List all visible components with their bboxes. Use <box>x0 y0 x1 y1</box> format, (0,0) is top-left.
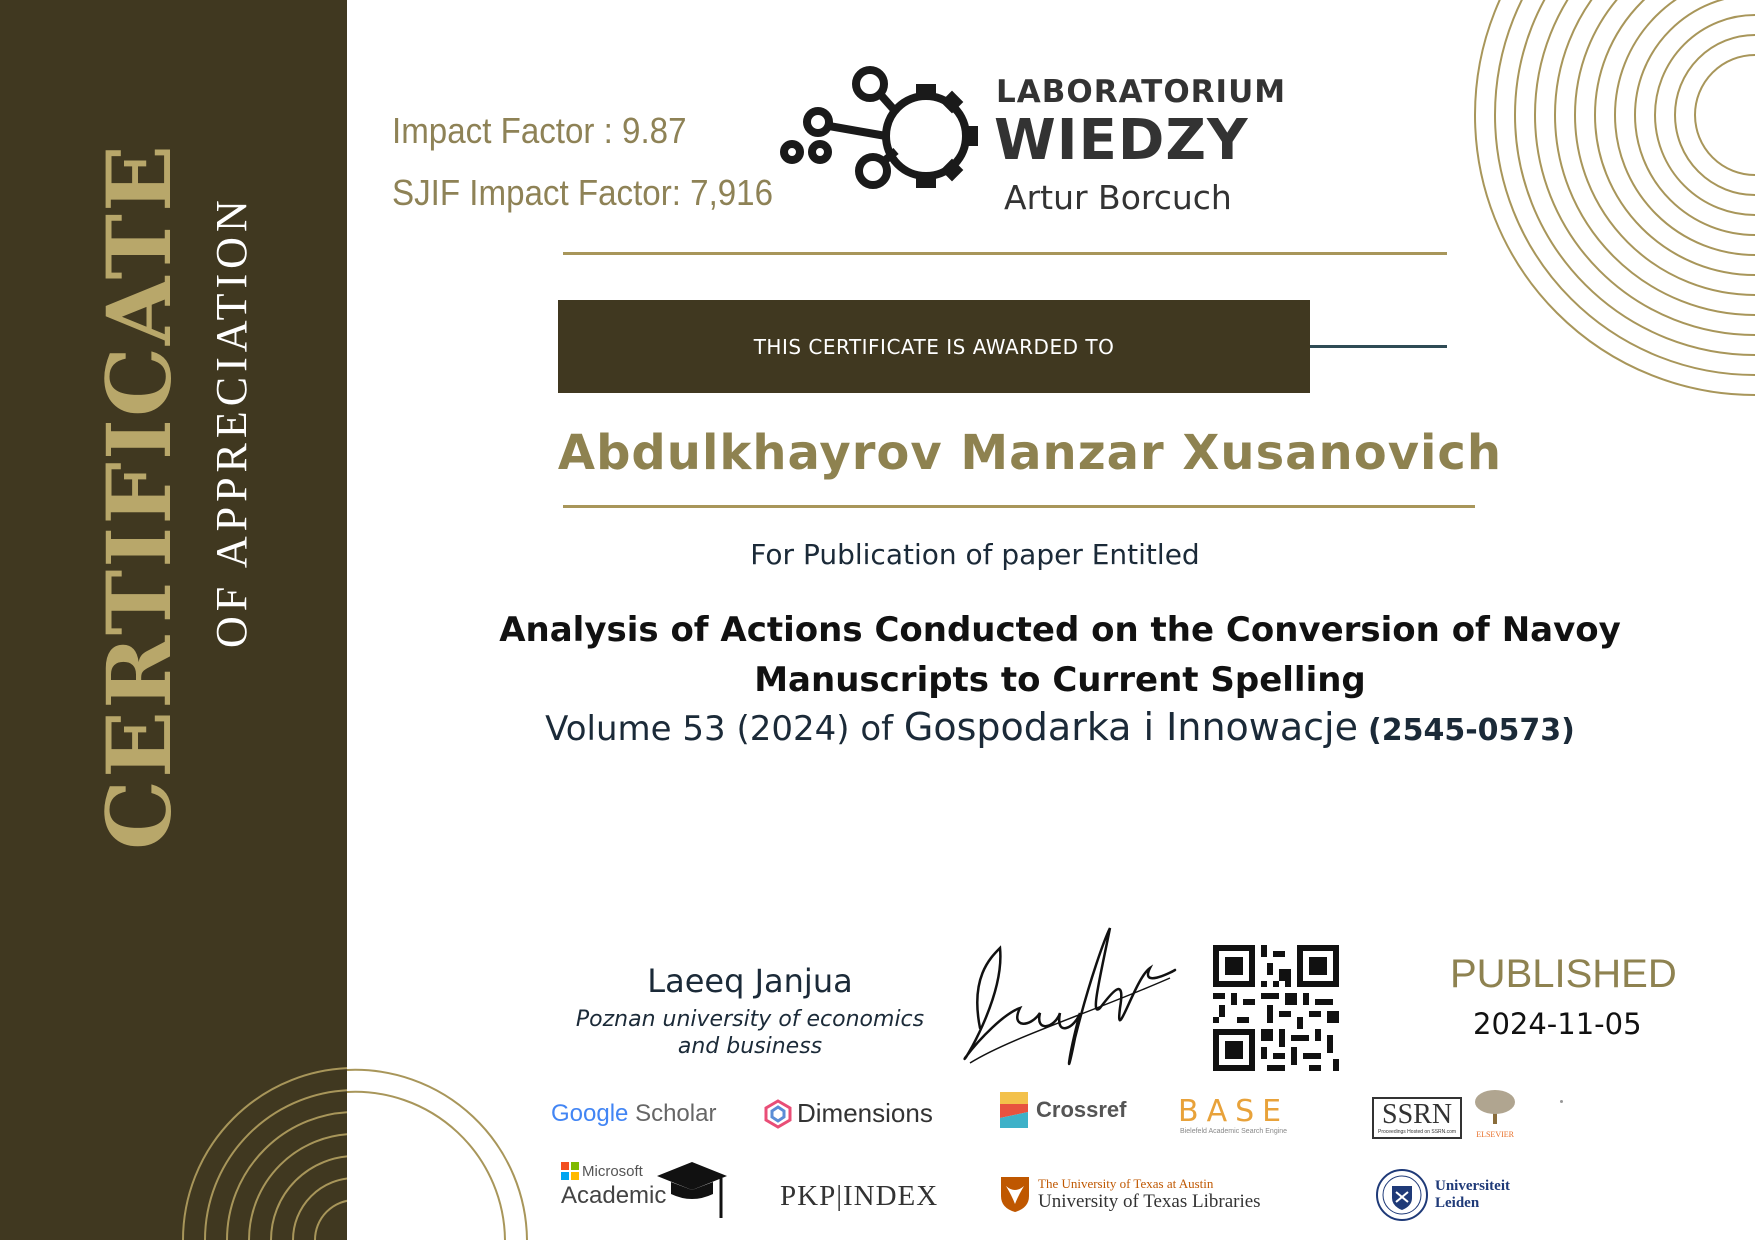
ssrn-box <box>1372 1097 1462 1139</box>
google-text: Google <box>551 1100 629 1127</box>
sjif-impact-factor: SJIF Impact Factor: 7,916 <box>392 172 774 213</box>
dimensions-icon <box>763 1099 793 1129</box>
leiden-text-1: Universiteit <box>1435 1178 1510 1194</box>
base-subtext: Bielefeld Academic Search Engine <box>1180 1128 1288 1135</box>
published-label: PUBLISHED <box>1450 952 1677 996</box>
elsevier-box <box>1470 1088 1520 1139</box>
ssrn-elsevier-logo[interactable] <box>1372 1088 1520 1139</box>
certificate-subtitle: OF APPRECIATION <box>207 195 256 648</box>
journal-name: Gospodarka i Innowacje <box>903 705 1358 749</box>
ssrn-subtext: Proceedings Hosted on SSRN.com <box>1378 1129 1457 1135</box>
publication-caption: For Publication of paper Entitled <box>750 538 1200 571</box>
banner-accent-line <box>1310 345 1447 348</box>
impact-factor: Impact Factor : 9.87 <box>392 110 687 151</box>
microsoft-text: Microsoft <box>582 1162 643 1180</box>
crossref-text: Crossref <box>1036 1097 1127 1122</box>
award-banner: THIS CERTIFICATE IS AWARDED TO <box>558 300 1310 393</box>
certificate-title: CERTIFICATE <box>87 142 191 850</box>
elsevier-text: ELSEVIER <box>1476 1130 1514 1139</box>
signature-icon <box>950 918 1180 1068</box>
base-text: BASE <box>1178 1094 1290 1129</box>
crossref-logo[interactable] <box>998 1090 1126 1130</box>
scholar-text: Scholar <box>635 1100 717 1127</box>
ssrn-text: SSRN <box>1382 1099 1453 1130</box>
signer-affiliation <box>540 1006 960 1060</box>
issn: (2545-0573) <box>1367 713 1575 748</box>
ut-austin-text: The University of Texas at Austin <box>1038 1176 1214 1191</box>
dimensions-logo[interactable] <box>763 1098 933 1129</box>
top-divider <box>563 252 1447 255</box>
windows-icon <box>561 1162 579 1180</box>
base-logo[interactable] <box>1178 1096 1289 1135</box>
leiden-text-2: Leiden <box>1435 1195 1480 1211</box>
academic-text: Academic <box>561 1182 667 1209</box>
signer-name: Laeeq Janjua <box>647 962 853 1000</box>
network-gear-icon <box>756 36 996 246</box>
longhorn-icon <box>998 1174 1032 1214</box>
leiden-logo[interactable] <box>1375 1168 1510 1222</box>
published-date: 2024-11-05 <box>1473 1007 1642 1041</box>
ut-libraries-logo[interactable] <box>998 1174 1261 1214</box>
recipient-name: Abdulkhayrov Manzar Xusanovich <box>557 425 1503 481</box>
decorative-dot <box>1560 1100 1563 1103</box>
paper-title-line1: Analysis of Actions Conducted on the Conversion of Navoy <box>499 610 1621 650</box>
affiliation-line2: and business <box>677 1034 823 1059</box>
dimensions-text: Dimensions <box>797 1098 933 1128</box>
paper-title-line2: Manuscripts to Current Spelling <box>754 660 1366 700</box>
microsoft-academic-logo[interactable] <box>561 1162 666 1210</box>
volume-line <box>470 705 1650 749</box>
name-underline <box>563 505 1475 508</box>
volume-text: Volume 53 (2024) of <box>545 709 904 749</box>
publisher-logo <box>756 36 1316 246</box>
logo-text-laboratorium: LABORATORIUM <box>996 74 1287 110</box>
ut-libraries-text: University of Texas Libraries <box>1038 1191 1261 1212</box>
logo-text-wiedzy: WIEDZY <box>994 108 1249 173</box>
elsevier-tree-icon <box>1470 1088 1520 1126</box>
crossref-icon <box>998 1090 1032 1130</box>
graduation-cap-icon <box>655 1158 729 1222</box>
leiden-seal-icon <box>1375 1168 1429 1222</box>
logo-text-name: Artur Borcuch <box>1004 178 1232 217</box>
qr-code-icon[interactable] <box>1213 945 1339 1071</box>
affiliation-line1: Poznan university of economics <box>575 1007 925 1032</box>
paper-title <box>470 605 1650 705</box>
google-scholar-logo[interactable] <box>551 1100 716 1128</box>
pkp-index-logo[interactable]: PKP|INDEX <box>780 1180 939 1212</box>
